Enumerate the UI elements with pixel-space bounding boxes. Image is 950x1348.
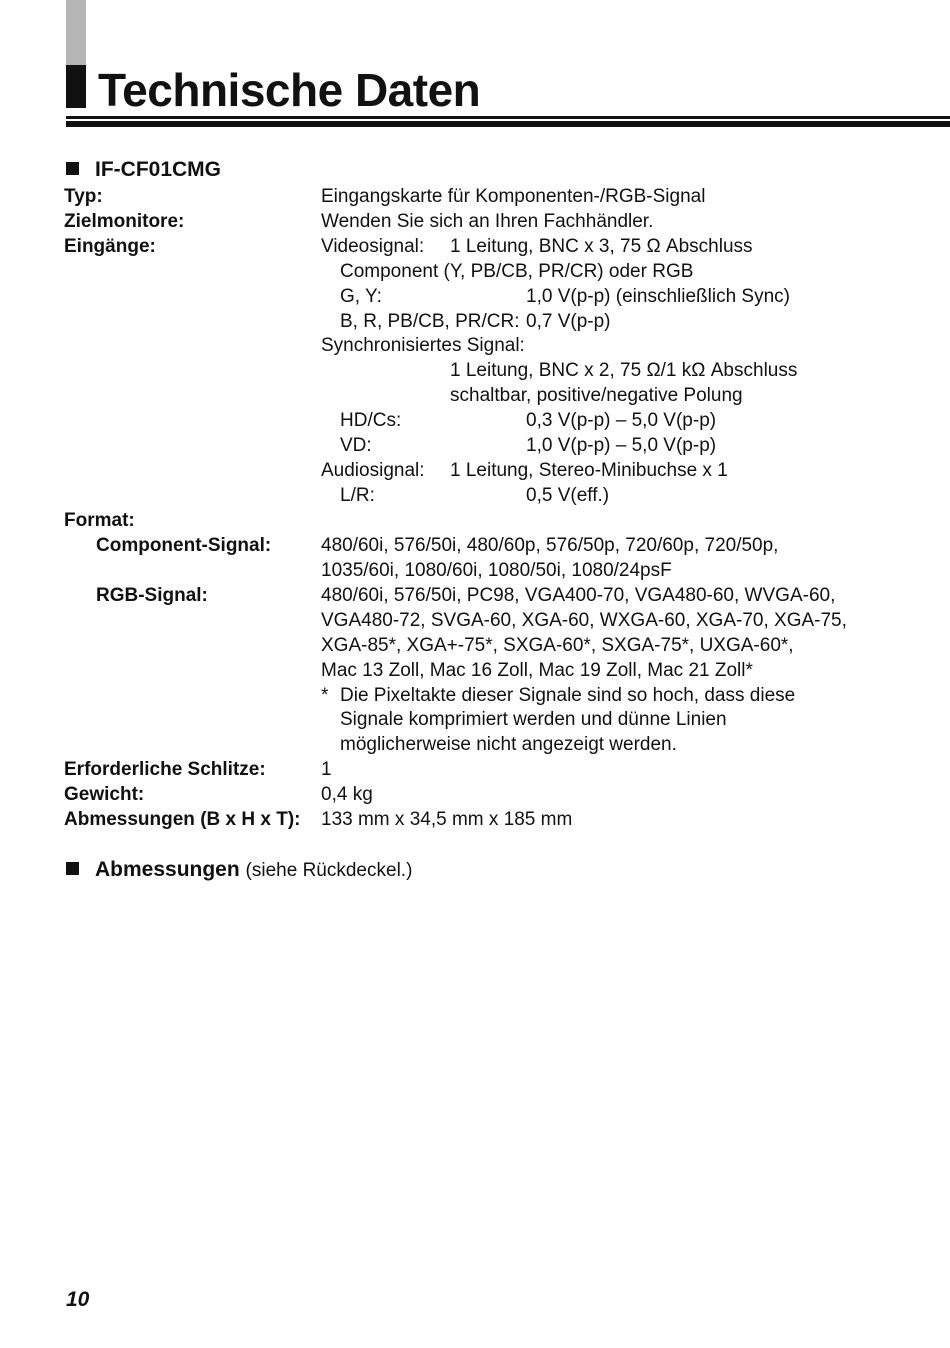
rgb-signal-label: RGB-Signal:	[96, 585, 208, 606]
abmessungen-value: 133 mm x 34,5 mm x 185 mm	[321, 809, 573, 830]
abmessungen-label: Abmessungen (B x H x T):	[64, 809, 301, 830]
model-heading-text: IF-CF01CMG	[95, 158, 221, 181]
rgb-line-1: 480/60i, 576/50i, PC98, VGA400-70, VGA480-60, WVGA-60,	[321, 585, 836, 606]
page-number: 10	[66, 1288, 90, 1311]
gy-value: 1,0 V(p-p) (einschließlich Sync)	[526, 286, 790, 307]
footnote-line-2: Signale komprimiert werden und dünne Linien	[340, 709, 727, 730]
rgb-line-4: Mac 13 Zoll, Mac 16 Zoll, Mac 19 Zoll, Mac 21 Zoll*	[321, 660, 753, 681]
abmessungen-heading-text: Abmessungen	[95, 858, 240, 881]
zielmonitore-label: Zielmonitore:	[64, 211, 185, 232]
schlitze-label: Erforderliche Schlitze:	[64, 759, 266, 780]
schlitze-value: 1	[321, 759, 332, 780]
format-label: Format:	[64, 510, 135, 531]
audio-value: 1 Leitung, Stereo-Minibuchse x 1	[450, 460, 728, 481]
audio-label: Audiosignal:	[321, 460, 425, 481]
page-title: Technische Daten	[98, 64, 481, 116]
component-line: Component (Y, PB/CB, PR/CR) oder RGB	[340, 261, 694, 282]
footnote-line-3: möglicherweise nicht angezeigt werden.	[340, 734, 677, 755]
title-rule-thin	[66, 116, 950, 119]
square-bullet-icon	[66, 862, 79, 875]
gewicht-value: 0,4 kg	[321, 784, 373, 805]
rgb-line-3: XGA-85*, XGA+-75*, SXGA-60*, SXGA-75*, UXGA-60*,	[321, 635, 794, 656]
gy-label: G, Y:	[340, 286, 382, 307]
typ-value: Eingangskarte für Komponenten-/RGB-Signal	[321, 186, 706, 207]
zielmonitore-value: Wenden Sie sich an Ihren Fachhändler.	[321, 211, 654, 232]
gewicht-label: Gewicht:	[64, 784, 145, 805]
square-bullet-icon	[66, 162, 79, 175]
abmessungen-note: (siehe Rückdeckel.)	[245, 860, 413, 881]
component-signal-label: Component-Signal:	[96, 535, 272, 556]
component-signal-line-2: 1035/60i, 1080/60i, 1080/50i, 1080/24psF	[321, 560, 672, 581]
rgb-line-2: VGA480-72, SVGA-60, XGA-60, WXGA-60, XGA-70, XGA-75,	[321, 610, 847, 631]
sync-value-1: 1 Leitung, BNC x 2, 75 Ω/1 kΩ Abschluss	[450, 360, 798, 381]
brp-label: B, R, PB/CB, PR/CR:	[340, 311, 520, 332]
footnote-mark: *	[321, 685, 329, 706]
brp-value: 0,7 V(p-p)	[526, 311, 611, 332]
sync-value-2: schaltbar, positive/negative Polung	[450, 385, 743, 406]
lr-value: 0,5 V(eff.)	[526, 485, 610, 506]
typ-label: Typ:	[64, 186, 103, 207]
header-grey-tab	[66, 0, 86, 65]
vd-label: VD:	[340, 435, 372, 456]
sync-label: Synchronisiertes Signal:	[321, 335, 525, 356]
video-label: Videosignal:	[321, 236, 425, 257]
eingaenge-label: Eingänge:	[64, 236, 156, 257]
component-signal-line-1: 480/60i, 576/50i, 480/60p, 576/50p, 720/60p, 720/50p,	[321, 535, 779, 556]
hdcs-label: HD/Cs:	[340, 410, 402, 431]
title-rule-thick	[66, 121, 950, 127]
section-heading-abmessungen	[66, 857, 412, 884]
header-black-bar	[66, 65, 86, 108]
video-value: 1 Leitung, BNC x 3, 75 Ω Abschluss	[450, 236, 753, 257]
section-heading-model	[66, 157, 221, 183]
hdcs-value: 0,3 V(p-p) – 5,0 V(p-p)	[526, 410, 717, 431]
footnote-line-1: Die Pixeltakte dieser Signale sind so hoch, dass diese	[340, 685, 796, 706]
lr-label: L/R:	[340, 485, 375, 506]
vd-value: 1,0 V(p-p) – 5,0 V(p-p)	[526, 435, 717, 456]
